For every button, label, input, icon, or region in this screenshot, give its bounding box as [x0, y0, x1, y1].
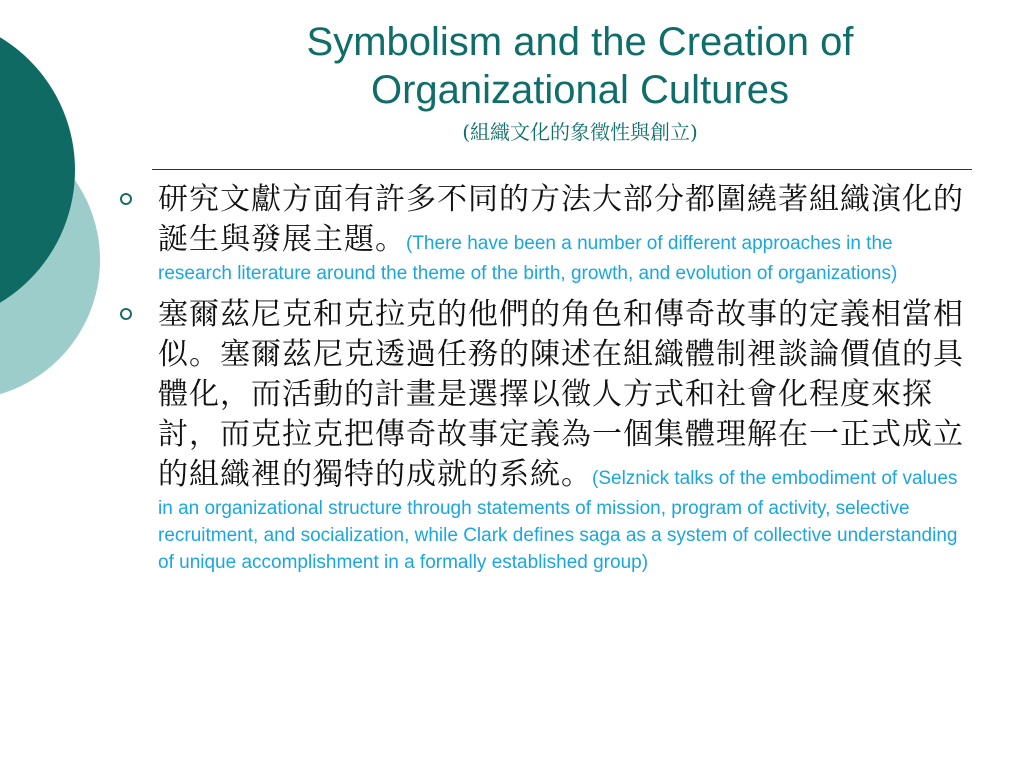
bullet-circle-icon	[120, 193, 132, 205]
bullet-2-english: (Selznick talks of the embodiment of values in an organizational structure through statements of mission, program of activity, selective recruitment, and socialization, while Clark defines saga as a system of collective understanding of unique accomplishment in a formally established group)	[158, 468, 958, 573]
title-divider	[152, 169, 972, 170]
bullet-1-chinese: 研究文獻方面有許多不同的方法大部分都圍繞著組織演化的誕生與發展主題。	[158, 182, 964, 257]
bullet-1-english: (There have been a number of different approaches in the research literature around the theme of the birth, growth, and evolution of organizations)	[158, 233, 898, 284]
title-line-2: Organizational Cultures	[371, 68, 789, 112]
slide-title	[160, 18, 1000, 146]
title-line-1: Symbolism and the Creation of	[306, 20, 854, 64]
bullet-item-1	[120, 180, 970, 287]
bullet-item-2	[120, 295, 970, 576]
bullet-circle-icon	[120, 308, 132, 320]
bullet-list	[120, 180, 970, 584]
title-subtitle: (組織文化的象徵性與創立)	[462, 120, 698, 144]
bullet-2-chinese: 塞爾茲尼克和克拉克的他們的角色和傳奇故事的定義相當相似。塞爾茲尼克透過任務的陳述在組織體制裡談論價值的具體化，而活動的計畫是選擇以徵人方式和社會化程度來探討，而克拉克把傳奇故事定義為一個集體理解在一正式成立的組織裡的獨特的成就的系統。	[158, 297, 964, 492]
